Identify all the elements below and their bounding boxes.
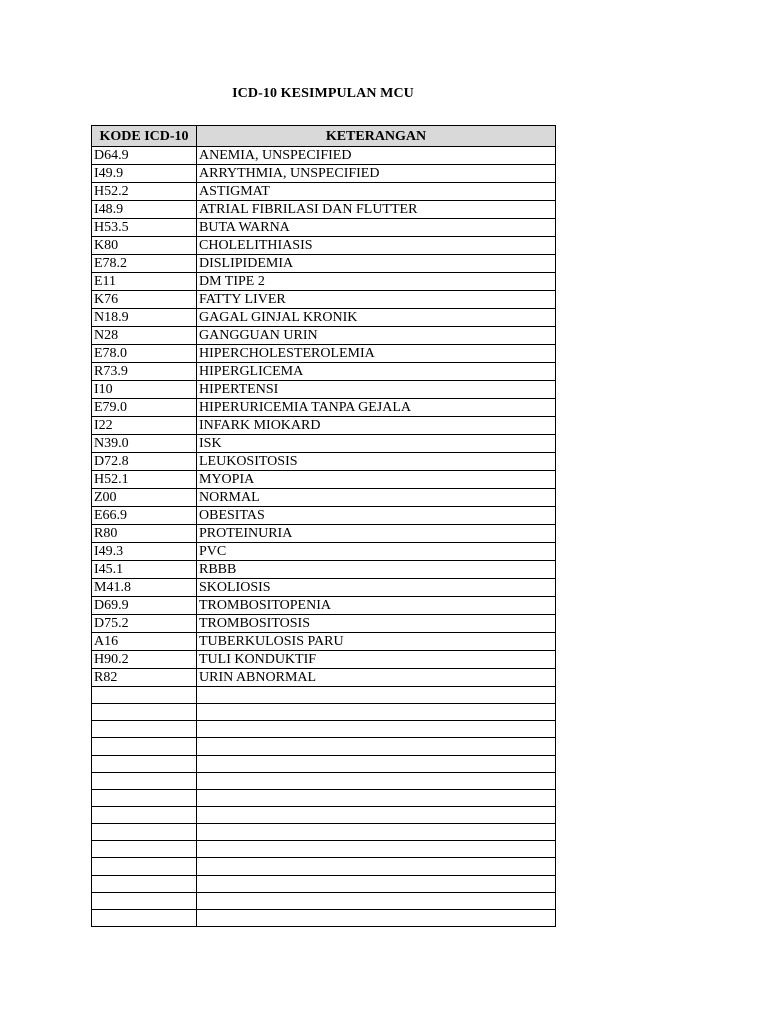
description-cell (197, 772, 556, 789)
table-row (92, 471, 556, 489)
table-row (92, 824, 556, 841)
table-row (92, 345, 556, 363)
description-cell (197, 806, 556, 823)
description-cell (197, 875, 556, 892)
table-row (92, 273, 556, 291)
icd-code-cell (92, 909, 197, 926)
description-cell (197, 824, 556, 841)
table-row (92, 875, 556, 892)
table-row (92, 858, 556, 875)
description-cell (197, 721, 556, 738)
icd-code-cell: D72.8 (92, 453, 197, 471)
table-row (92, 417, 556, 435)
description-cell: DM TIPE 2 (197, 273, 556, 291)
table-row (92, 255, 556, 273)
icd-code-cell: E79.0 (92, 399, 197, 417)
description-cell (197, 892, 556, 909)
table-row (92, 507, 556, 525)
description-cell (197, 755, 556, 772)
table-row (92, 543, 556, 561)
icd-code-cell: I45.1 (92, 561, 197, 579)
table-row (92, 704, 556, 721)
table-row (92, 381, 556, 399)
icd-code-cell: E78.0 (92, 345, 197, 363)
description-cell: TROMBOSITOSIS (197, 615, 556, 633)
icd-code-cell: M41.8 (92, 579, 197, 597)
table-row (92, 489, 556, 507)
description-cell (197, 687, 556, 704)
description-cell (197, 841, 556, 858)
table-row (92, 579, 556, 597)
icd-code-cell: H52.1 (92, 471, 197, 489)
icd-code-cell (92, 875, 197, 892)
table-row (92, 525, 556, 543)
table-row (92, 841, 556, 858)
icd-code-cell: Z00 (92, 489, 197, 507)
description-cell: SKOLIOSIS (197, 579, 556, 597)
icd-code-cell (92, 721, 197, 738)
icd-code-cell (92, 755, 197, 772)
column-header-code: KODE ICD-10 (92, 126, 197, 147)
icd-code-cell: N39.0 (92, 435, 197, 453)
icd-code-cell (92, 806, 197, 823)
description-cell (197, 738, 556, 755)
page-title: ICD-10 KESIMPULAN MCU (232, 86, 414, 101)
description-cell: NORMAL (197, 489, 556, 507)
description-cell: URIN ABNORMAL (197, 669, 556, 687)
description-cell (197, 789, 556, 806)
table-row (92, 363, 556, 381)
description-cell: RBBB (197, 561, 556, 579)
table-row (92, 327, 556, 345)
description-cell: GAGAL GINJAL KRONIK (197, 309, 556, 327)
table-row (92, 201, 556, 219)
icd-code-cell: K76 (92, 291, 197, 309)
table-row (92, 291, 556, 309)
description-cell: LEUKOSITOSIS (197, 453, 556, 471)
icd-code-cell: R80 (92, 525, 197, 543)
description-cell: HIPERTENSI (197, 381, 556, 399)
description-cell: HIPERGLICEMA (197, 363, 556, 381)
description-cell: TULI KONDUKTIF (197, 651, 556, 669)
table-row (92, 687, 556, 704)
icd-code-cell: E78.2 (92, 255, 197, 273)
table-row (92, 789, 556, 806)
table-row (92, 561, 556, 579)
table-row (92, 892, 556, 909)
table-row (92, 399, 556, 417)
icd-code-cell (92, 687, 197, 704)
icd-code-cell: N18.9 (92, 309, 197, 327)
icd-code-cell: H53.5 (92, 219, 197, 237)
table-body (92, 147, 556, 927)
table-row (92, 651, 556, 669)
icd-code-cell: H90.2 (92, 651, 197, 669)
description-cell: PVC (197, 543, 556, 561)
table-row (92, 165, 556, 183)
table-row (92, 453, 556, 471)
description-cell: INFARK MIOKARD (197, 417, 556, 435)
icd-code-cell: I22 (92, 417, 197, 435)
description-cell: ARRYTHMIA, UNSPECIFIED (197, 165, 556, 183)
description-cell: ATRIAL FIBRILASI DAN FLUTTER (197, 201, 556, 219)
description-cell: HIPERURICEMIA TANPA GEJALA (197, 399, 556, 417)
table-header-row (92, 126, 556, 147)
table-row (92, 669, 556, 687)
icd-code-cell: I49.9 (92, 165, 197, 183)
description-cell: ANEMIA, UNSPECIFIED (197, 147, 556, 165)
description-cell: TUBERKULOSIS PARU (197, 633, 556, 651)
description-cell: OBESITAS (197, 507, 556, 525)
description-cell: CHOLELITHIASIS (197, 237, 556, 255)
icd-code-cell: A16 (92, 633, 197, 651)
table-row (92, 183, 556, 201)
table-row (92, 435, 556, 453)
icd-code-cell (92, 704, 197, 721)
table-row (92, 615, 556, 633)
icd-code-cell: R82 (92, 669, 197, 687)
table-row (92, 755, 556, 772)
table-row (92, 633, 556, 651)
table-row (92, 147, 556, 165)
icd-code-cell (92, 772, 197, 789)
icd-table (91, 125, 556, 927)
icd-code-cell: I10 (92, 381, 197, 399)
icd-code-cell: E66.9 (92, 507, 197, 525)
icd-code-cell: N28 (92, 327, 197, 345)
icd-code-cell (92, 789, 197, 806)
description-cell: ASTIGMAT (197, 183, 556, 201)
description-cell: FATTY LIVER (197, 291, 556, 309)
icd-code-cell: I49.3 (92, 543, 197, 561)
icd-code-cell (92, 738, 197, 755)
description-cell: MYOPIA (197, 471, 556, 489)
table-row (92, 909, 556, 926)
table-row (92, 237, 556, 255)
icd-code-cell: D75.2 (92, 615, 197, 633)
description-cell: BUTA WARNA (197, 219, 556, 237)
icd-code-cell: E11 (92, 273, 197, 291)
icd-code-cell: R73.9 (92, 363, 197, 381)
icd-code-cell (92, 824, 197, 841)
description-cell: ISK (197, 435, 556, 453)
description-cell: GANGGUAN URIN (197, 327, 556, 345)
description-cell: HIPERCHOLESTEROLEMIA (197, 345, 556, 363)
description-cell: DISLIPIDEMIA (197, 255, 556, 273)
table-row (92, 738, 556, 755)
icd-code-cell (92, 841, 197, 858)
description-cell: TROMBOSITOPENIA (197, 597, 556, 615)
icd-code-cell: D69.9 (92, 597, 197, 615)
description-cell (197, 704, 556, 721)
icd-code-cell: H52.2 (92, 183, 197, 201)
icd-code-cell: K80 (92, 237, 197, 255)
icd-code-cell (92, 858, 197, 875)
table-row (92, 597, 556, 615)
table-row (92, 309, 556, 327)
table-row (92, 772, 556, 789)
icd-code-cell: D64.9 (92, 147, 197, 165)
description-cell (197, 909, 556, 926)
table-row (92, 219, 556, 237)
description-cell: PROTEINURIA (197, 525, 556, 543)
description-cell (197, 858, 556, 875)
table-row (92, 806, 556, 823)
column-header-description: KETERANGAN (197, 126, 556, 147)
table-row (92, 721, 556, 738)
icd-code-cell: I48.9 (92, 201, 197, 219)
icd-code-cell (92, 892, 197, 909)
